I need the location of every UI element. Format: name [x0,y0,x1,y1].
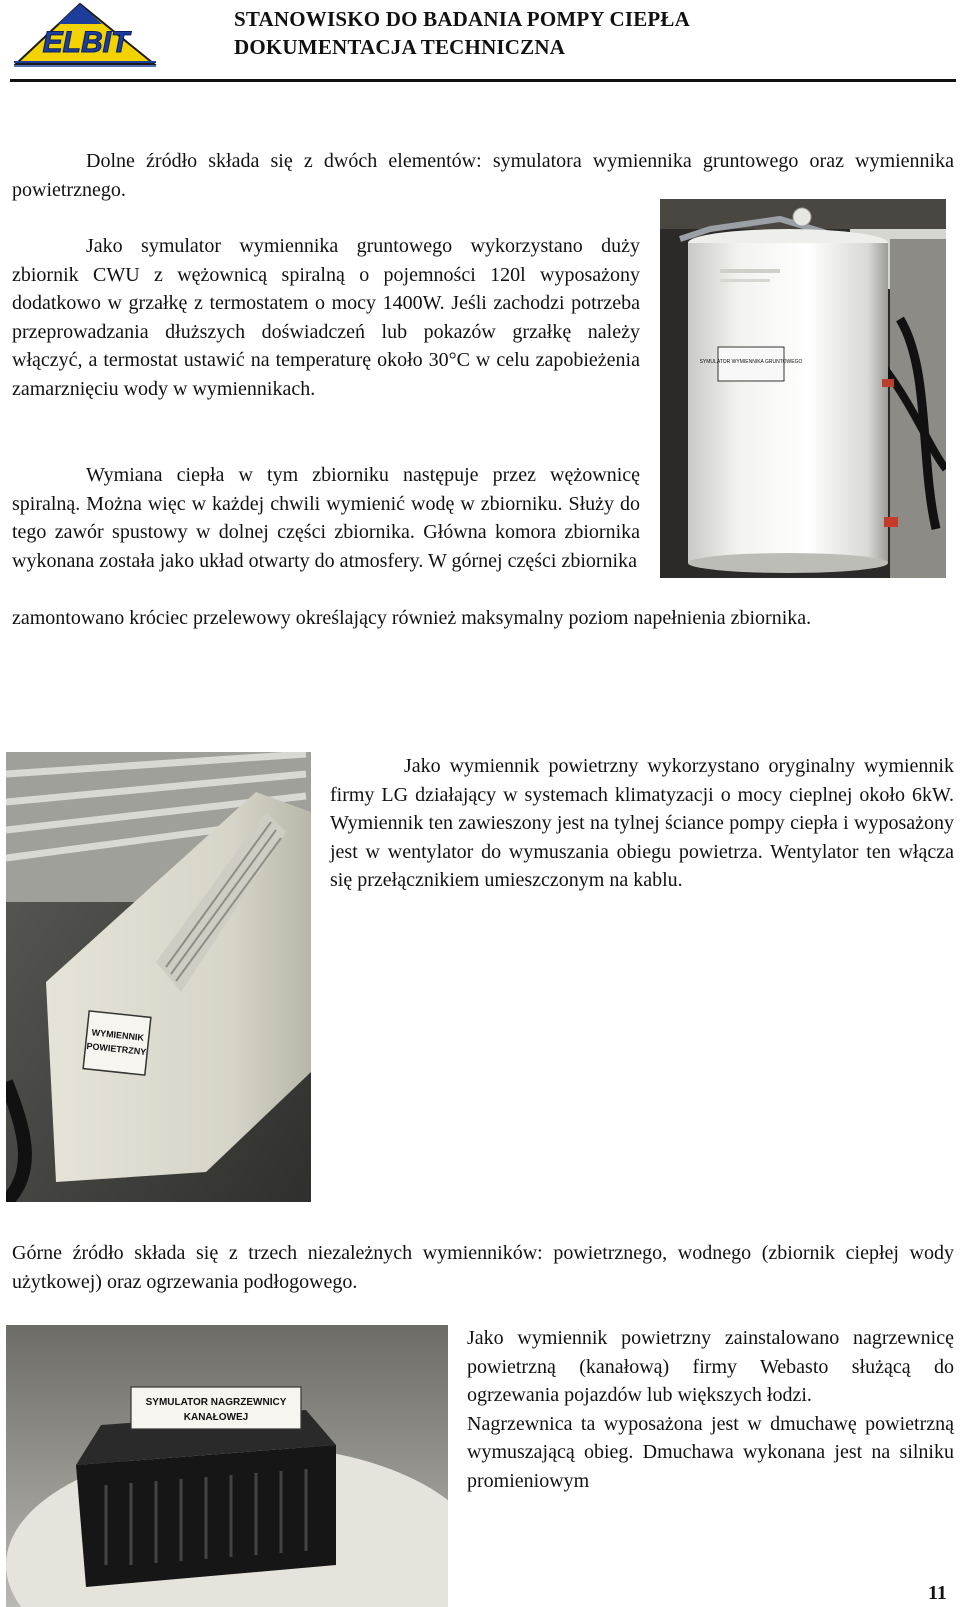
webasto-photo-label-line2: KANAŁOWEJ [183,1412,249,1423]
elbit-logo [10,2,160,70]
header-title-line1: STANOWISKO DO BADANIA POMPY CIEPŁA [234,7,691,31]
page-number: 11 [928,1582,947,1604]
lg-photo-label-line2: POWIETRZNY [86,1040,147,1058]
webasto-text-block [467,1324,954,1495]
tank-photo [660,199,946,578]
header-title-line2: DOKUMENTACJA TECHNICZNA [234,35,566,59]
tank-photo-label: SYMULATOR WYMIENNIKA GRUNTOWEGO [699,359,803,365]
lg-exchanger-photo [6,752,311,1202]
header-divider [10,79,956,82]
paragraph-lower-source-intro: Dolne źródło składa się z dwóch elementów: symulatora wymiennika gruntowego oraz wymiennika powietrznego. [12,150,954,201]
lg-photo-label-line1: WYMIENNIK [91,1027,145,1043]
paragraph-heat-exchange-tank: Wymiana ciepła w tym zbiorniku następuje przez wężownicę spiralną. Można więc w każdej chwili wymienić wodę w zbiorniku. Służy do tego zawór spustowy w dolnej części zbiornika. Główna komora zbiornika wykonana została jako układ otwarty do atmosfery. W górnej części zbiornika [12,464,640,572]
logo-text: ELBIT [42,26,130,59]
paragraph-webasto-blower: Nagrzewnica ta wyposażona jest w dmuchawę powietrzną wymuszającą obieg. Dmuchawa wykonana jest na silniku promieniowym [467,1412,954,1492]
paragraph-webasto-heater: Jako wymiennik powietrzny zainstalowano nagrzewnicę powietrzną (kanałową) firmy Webasto służącą do ogrzewania pojazdów lub większych łodzi. [467,1327,954,1406]
paragraph-overflow-nozzle: zamontowano króciec przelewowy określający również maksymalny poziom napełnienia zbiornika. [12,607,812,629]
webasto-heater-photo [6,1325,448,1607]
paragraph-upper-source-intro: Górne źródło składa się z trzech niezależnych wymienników: powietrznego, wodnego (zbiornik ciepłej wody użytkowej) oraz ogrzewania podłogowego. [12,1242,954,1293]
paragraph-lg-air-exchanger: Jako wymiennik powietrzny wykorzystano oryginalny wymiennik firmy LG działający w systemach klimatyzacji o mocy cieplnej około 6kW. Wymiennik ten zawieszony jest na tylnej ściance pompy ciepła i wyposażony jest w wentylator do wymuszania obiegu powietrza. Wentylator ten włącza się przełącznikiem umieszczonym na kablu. [330,755,954,891]
paragraph-ground-exchanger-simulator: Jako symulator wymiennika gruntowego wykorzystano duży zbiornik CWU z wężownicą spiralną o pojemności 120l wyposażony dodatkowo w grzałkę z termostatem o mocy 1400W. Jeśli zachodzi potrzeba przeprowadzania dłuższych doświadczeń lub pokazów grzałkę należy włączyć, a termostat ustawić na temperaturę około 30°C w celu zapobieżenia zamarznięciu wody w wymiennikach. [12,235,640,400]
webasto-photo-label-line1: SYMULATOR NAGRZEWNICY [145,1397,287,1408]
